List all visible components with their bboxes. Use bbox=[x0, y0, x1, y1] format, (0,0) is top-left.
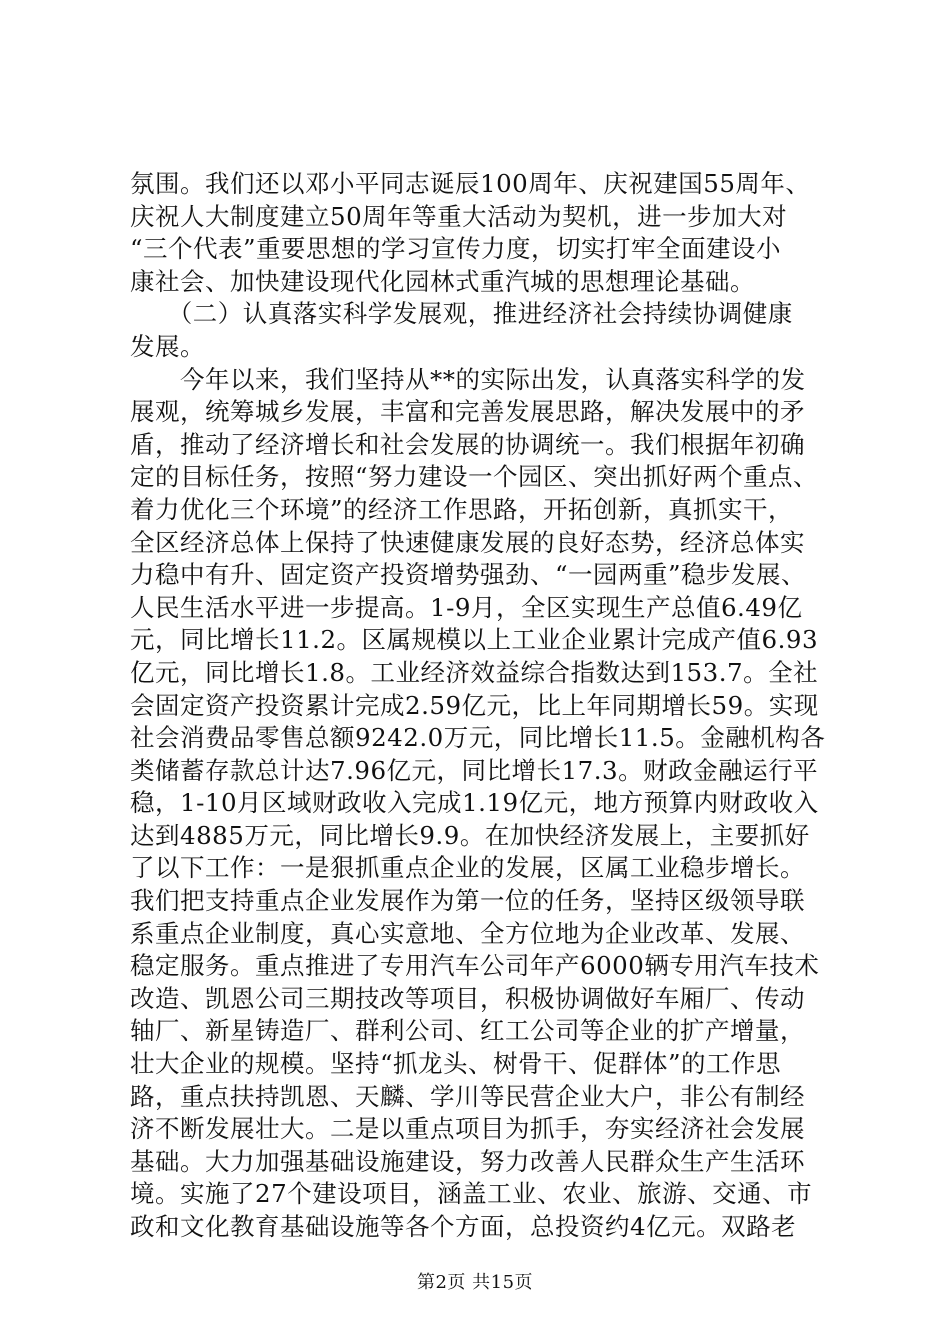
text-line: 展观，统筹城乡发展，丰富和完善发展思路，解决发展中的矛 bbox=[130, 397, 805, 427]
text-line: 今年以来，我们坚持从**的实际出发，认真落实科学的发 bbox=[130, 364, 806, 394]
text-line: 定的目标任务，按照“努力建设一个园区、突出抓好两个重点、 bbox=[130, 462, 819, 492]
text-line: 力稳中有升、固定资产投资增势强劲、“一园两重”稳步发展、 bbox=[130, 560, 807, 590]
text-line: （二）认真落实科学发展观，推进经济社会持续协调健康 bbox=[130, 299, 793, 329]
text-line: 庆祝人大制度建立50周年等重大活动为契机，进一步加大对 bbox=[130, 201, 788, 231]
text-line: 康社会、加快建设现代化园林式重汽城的思想理论基础。 bbox=[130, 266, 755, 296]
page-footer bbox=[0, 1268, 950, 1294]
text-line: 类储蓄存款总计达7.96亿元，同比增长17.3。财政金融运行平 bbox=[130, 755, 819, 785]
text-line: 会固定资产投资累计完成2.59亿元，比上年同期增长59。实现 bbox=[130, 690, 819, 720]
text-line: 发展。 bbox=[130, 331, 205, 361]
text-line: “三个代表”重要思想的学习宣传力度，切实打牢全面建设小 bbox=[130, 234, 782, 264]
text-line: 壮大企业的规模。坚持“抓龙头、树骨干、促群体”的工作思 bbox=[130, 1049, 782, 1079]
text-line: 稳，1-10月区域财政收入完成1.19亿元，地方预算内财政收入 bbox=[130, 788, 819, 818]
text-line: 人民生活水平进一步提高。1-9月，全区实现生产总值6.49亿 bbox=[130, 592, 803, 622]
text-line: 路，重点扶持凯恩、天麟、学川等民营企业大户，非公有制经 bbox=[130, 1081, 805, 1111]
document-body bbox=[130, 168, 835, 1244]
text-line: 政和文化教育基础设施等各个方面，总投资约4亿元。双路老 bbox=[130, 1212, 797, 1241]
text-line: 全区经济总体上保持了快速健康发展的良好态势，经济总体实 bbox=[130, 527, 805, 557]
text-line: 改造、凯恩公司三期技改等项目，积极协调做好车厢厂、传动 bbox=[130, 983, 805, 1013]
text-line: 系重点企业制度，真心实意地、全方位地为企业改革、发展、 bbox=[130, 918, 805, 948]
text-line: 境。实施了27个建设项目，涵盖工业、农业、旅游、交通、市 bbox=[130, 1179, 813, 1209]
text-line: 达到4885万元，同比增长9.9。在加快经济发展上，主要抓好 bbox=[130, 820, 810, 850]
text-line: 了以下工作：一是狠抓重点企业的发展，区属工业稳步增长。 bbox=[130, 853, 805, 883]
text-line: 轴厂、新星铸造厂、群利公司、红工公司等企业的扩产增量， bbox=[130, 1016, 805, 1046]
text-line: 元，同比增长11.2。区属规模以上工业企业累计完成产值6.93 bbox=[130, 625, 819, 655]
text-line: 基础。大力加强基础设施建设，努力改善人民群众生产生活环 bbox=[130, 1146, 805, 1176]
text-line: 盾，推动了经济增长和社会发展的协调统一。我们根据年初确 bbox=[130, 429, 805, 459]
text-line: 我们把支持重点企业发展作为第一位的任务，坚持区级领导联 bbox=[130, 886, 805, 916]
text-line: 稳定服务。重点推进了专用汽车公司年产6000辆专用汽车技术 bbox=[130, 951, 820, 981]
page-number: 第2页 共15页 bbox=[416, 1272, 534, 1293]
text-line: 济不断发展壮大。二是以重点项目为抓手，夯实经济社会发展 bbox=[130, 1114, 805, 1144]
text-line: 着力优化三个环境”的经济工作思路，开拓创新，真抓实干， bbox=[130, 494, 794, 524]
text-line: 氛围。我们还以邓小平同志诞辰100周年、庆祝建国55周年、 bbox=[130, 169, 811, 198]
text-line: 亿元，同比增长1.8。工业经济效益综合指数达到153.7。全社 bbox=[130, 657, 819, 687]
text-line: 社会消费品零售总额9242.0万元，同比增长11.5。金融机构各 bbox=[130, 723, 826, 753]
